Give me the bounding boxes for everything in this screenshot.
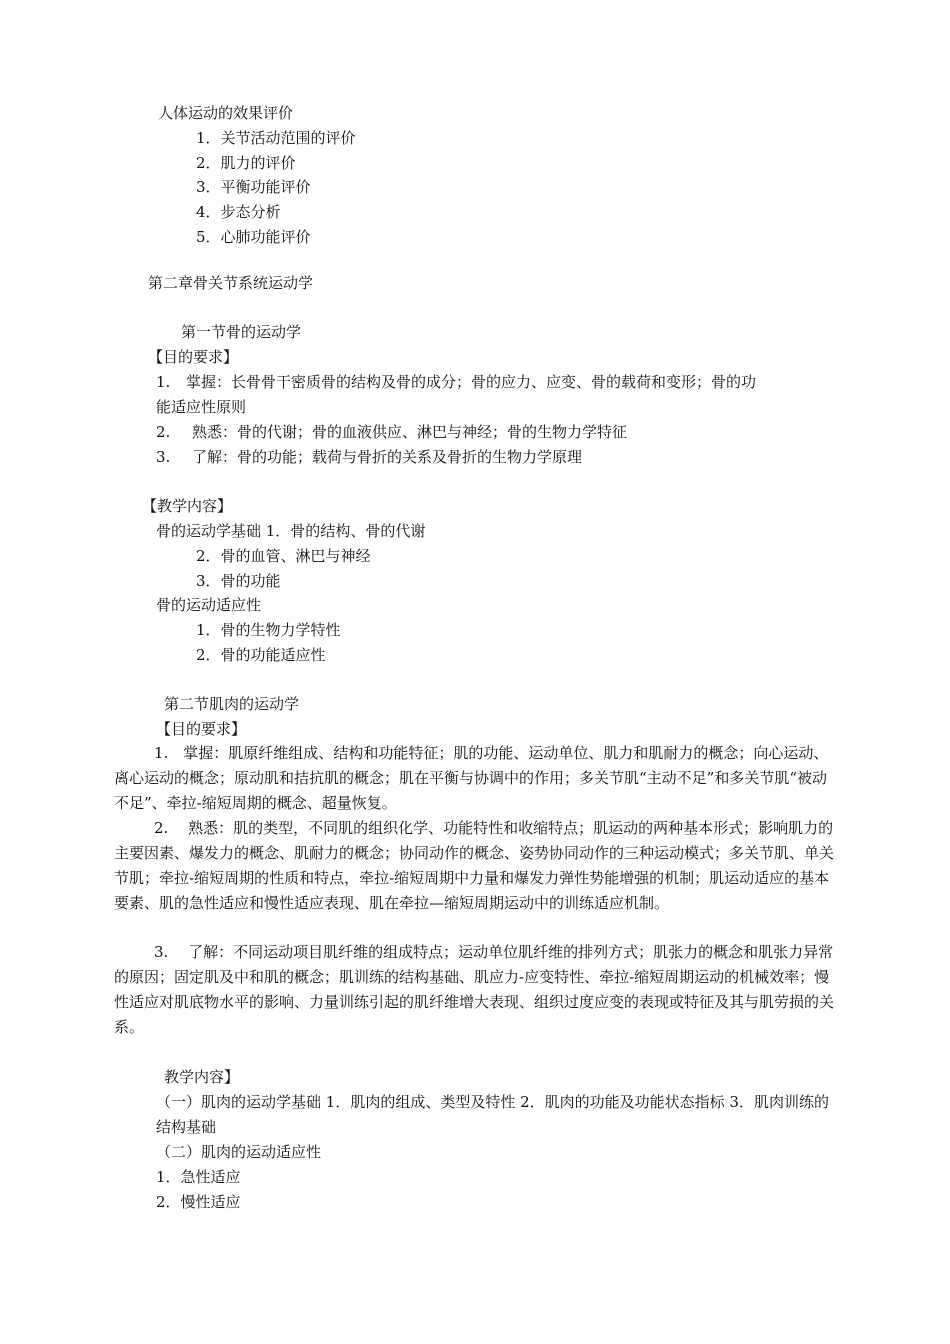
section-heading-eval: 人体运动的效果评价 (158, 104, 294, 122)
content-label: 教学内容】 (164, 1068, 240, 1086)
eval-item: 4．步态分析 (196, 203, 281, 221)
content-item: （一）肌肉的运动学基础 1．肌肉的组成、类型及特性 2．肌肉的功能及功能状态指标 3．肌肉训练的结构基础 (156, 1093, 829, 1136)
section-title-bone: 第一节骨的运动学 (181, 323, 302, 341)
eval-item: 3．平衡功能评价 (196, 178, 311, 196)
requirements-label: 【目的要求】 (148, 348, 239, 366)
section-title-muscle: 第二节肌肉的运动学 (164, 695, 300, 713)
requirement-paragraph: 3. 了解：不同运动项目肌纤维的组成特点；运动单位肌纤维的排列方式；肌张力的概念和肌张力异常的原因；固定肌及中和肌的概念；肌训练的结构基础、肌应力-应变特性、牵拉-缩短周期运动的机械效率；慢性适应对肌底物水平的影响、力量训练引起的肌纤维增大表现、组织过度应变的表现或特征及其与肌劳损的关系。 (114, 943, 835, 1036)
content-item: 2．骨的血管、淋巴与神经 (196, 547, 371, 565)
content-label: 【教学内容】 (142, 497, 233, 515)
content-item: 1．骨的生物力学特性 (196, 621, 341, 639)
requirement-text: 掌握：长骨骨干密质骨的结构及骨的成分；骨的应力、应变、骨的载荷和变形；骨的功 (186, 373, 757, 391)
chapter-title: 第二章骨关节系统运动学 (148, 274, 314, 292)
requirement-paragraph: 1. 掌握：肌原纤维组成、结构和功能特征；肌的功能、运动单位、肌力和肌耐力的概念；向心运动、离心运动的概念；原动肌和拮抗肌的概念；肌在平衡与协调中的作用；多关节肌“主动不足”和多关节肌“被动不足”、牵拉-缩短周期的概念、超量恢复。 (114, 744, 829, 812)
requirement-text: 了解：骨的功能；载荷与骨折的关系及骨折的生物力学原理 (192, 448, 583, 466)
eval-item: 1．关节活动范围的评价 (196, 129, 356, 147)
content-item: 1．急性适应 (156, 1168, 241, 1186)
requirements-label: 【目的要求】 (156, 720, 247, 738)
requirement-paragraph: 2. 熟悉：肌的类型，不同肌的组织化学、功能特性和收缩特点；肌运动的两种基本形式；影响肌力的主要因素、爆发力的概念、肌耐力的概念；协同动作的概念、姿势协同动作的三种运动模式；多关节肌、单关节肌；牵拉-缩短周期的性质和特点，牵拉-缩短周期中力量和爆发力弹性势能增强的机制；肌运动适应的基本要素、肌的急性适应和慢性适应表现、肌在牵拉—缩短周期运动中的训练适应机制。 (114, 819, 835, 912)
eval-item: 2．肌力的评价 (196, 154, 296, 172)
content-item: 骨的运动学基础 1．骨的结构、骨的代谢 (156, 522, 426, 540)
content-item: 骨的运动适应性 (156, 596, 262, 614)
content-item: 3．骨的功能 (196, 572, 281, 590)
requirement-text-continued: 能适应性原则 (156, 398, 247, 416)
requirement-number: 1. (156, 373, 171, 391)
requirement-text: 熟悉：骨的代谢；骨的血液供应、淋巴与神经；骨的生物力学特征 (192, 423, 628, 441)
content-item: （二）肌肉的运动适应性 (156, 1143, 322, 1161)
requirement-number: 3. (156, 448, 171, 466)
content-item: 2．慢性适应 (156, 1193, 241, 1211)
content-item: 2．骨的功能适应性 (196, 646, 326, 664)
requirement-number: 2. (156, 423, 171, 441)
eval-item: 5．心肺功能评价 (196, 228, 311, 246)
